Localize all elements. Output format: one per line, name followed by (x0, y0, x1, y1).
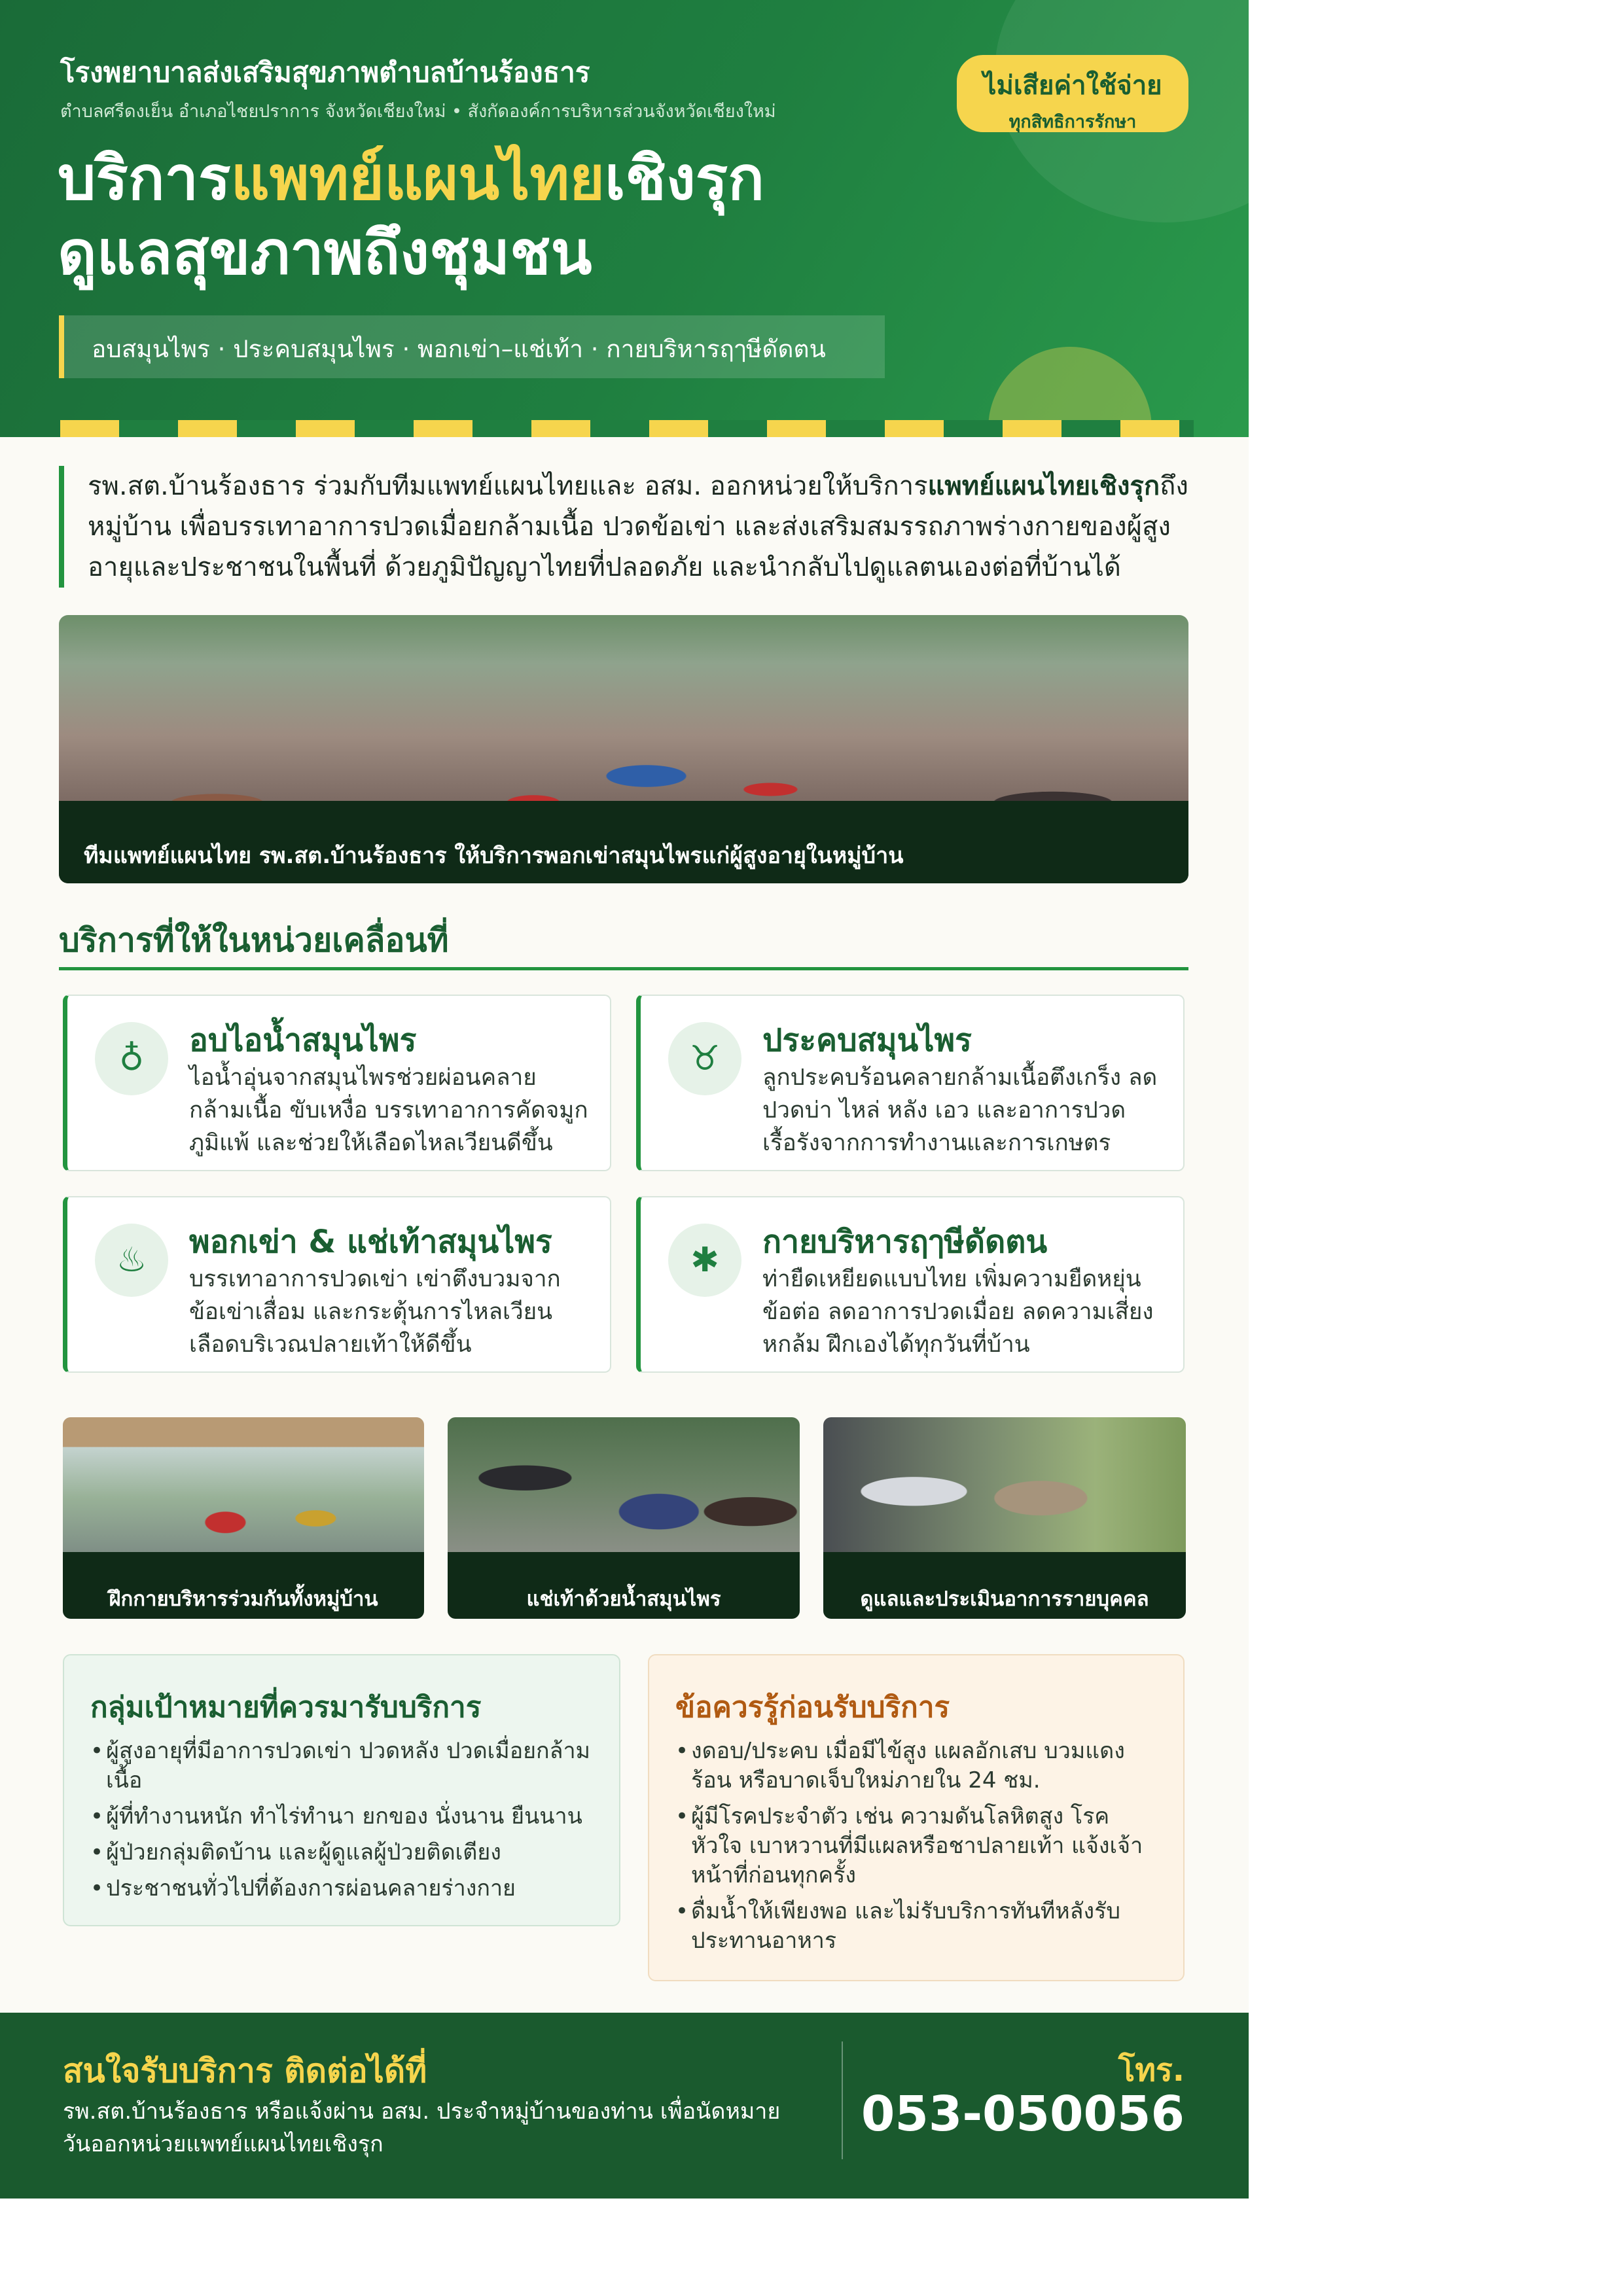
main-photo-caption: ทีมแพทย์แผนไทย รพ.สต.บ้านร้องธาร ให้บริการพอกเข่าสมุนไพรแก่ผู้สูงอายุในหมู่บ้าน (59, 801, 1188, 883)
intro-text-end: ถึงหมู่บ้าน เพื่อบรรเทาอาการปวดเมื่อยกล้ามเนื้อ ปวดข้อเข่า และส่งเสริมสมรรถภาพร่างกายของผู้สูงอายุและประชาชนในพื้นที่ ด้วยภูมิปัญญาไทยที่ปลอดภัย และนำกลับไปดูแลตนเองต่อที่บ้านได้ (88, 471, 1188, 582)
hospital-name: โรงพยาบาลส่งเสริมสุขภาพตำบลบ้านร้องธาร (60, 56, 590, 88)
photo-individual-care (823, 1417, 1186, 1619)
foot-bath-icon: ♨ (95, 1224, 168, 1297)
intro-text: รพ.สต.บ้านร้องธาร ร่วมกับทีมแพทย์แผนไทยและ อสม. ออกหน่วยให้บริการ (88, 471, 928, 501)
service-title: กายบริหารฤๅษีดัดตน (762, 1224, 1048, 1260)
contact-heading: สนใจรับบริการ ติดต่อได้ที่ (63, 2052, 427, 2090)
service-description: ลูกประคบร้อนคลายกล้ามเนื้อตึงเกร็ง ลดปวดบ่า ไหล่ หลัง เอว และอาการปวดเรื้อรังจากการทำงานและการเกษตร (762, 1065, 1158, 1156)
list-item: • งดอบ/ประคบ เมื่อมีไข้สูง แผลอักเสบ บวมแดงร้อน หรือบาดเจ็บใหม่ภายใน 24 ชม. (675, 1737, 1160, 1795)
free-service-badge (957, 55, 1188, 132)
herbal-compress-icon: ♉ (668, 1022, 741, 1095)
header-banner (0, 0, 1249, 437)
photo-image (448, 1417, 800, 1552)
list-item: • ผู้ป่วยกลุ่มติดบ้าน และผู้ดูแลผู้ป่วยติดเตียง (90, 1838, 596, 1867)
photo-caption: ดูแลและประเมินอาการรายบุคคล (823, 1552, 1186, 1619)
precautions-box (648, 1654, 1185, 1981)
phone-number[interactable]: 053-050056 (861, 2086, 1185, 2142)
main-photo (59, 615, 1188, 883)
page-title-line2: ดูแลสุขภาพถึงชุมชน (58, 218, 592, 288)
target-group-list (90, 1737, 596, 1903)
intro-paragraph (59, 466, 1191, 588)
page-title (58, 145, 764, 211)
list-item: • ผู้สูงอายุที่มีอาการปวดเข่า ปวดหลัง ปวดเมื่อยกล้ามเนื้อ (90, 1737, 596, 1795)
phone-label: โทร. (1118, 2052, 1185, 2089)
decorative-stripe (60, 420, 1194, 437)
footer-divider (842, 2041, 843, 2159)
service-card-ruesi-dat-ton (636, 1196, 1185, 1373)
list-item: • ผู้มีโรคประจำตัว เช่น ความดันโลหิตสูง โรคหัวใจ เบาหวานที่มีแผลหรือชาปลายเท้า แจ้งเจ้าหน้าที่ก่อนทุกครั้ง (675, 1802, 1160, 1890)
intro-emphasis: แพทย์แผนไทยเชิงรุก (927, 471, 1160, 501)
photo-caption: ฝึกกายบริหารร่วมกันทั้งหมู่บ้าน (63, 1552, 424, 1619)
steam-drop-icon: ♁ (95, 1022, 168, 1095)
section-divider (59, 967, 1188, 970)
list-item: • ผู้ที่ทำงานหนัก ทำไร่ทำนา ยกของ นั่งนาน ยืนนาน (90, 1802, 596, 1831)
photo-image (823, 1417, 1186, 1552)
target-group-title: กลุ่มเป้าหมายที่ควรมารับบริการ (90, 1691, 482, 1724)
contact-text: รพ.สต.บ้านร้องธาร หรือแจ้งผ่าน อสม. ประจำหมู่บ้านของท่าน เพื่อนัดหมายวันออกหน่วยแพทย์แผนไทยเชิงรุก (63, 2098, 781, 2157)
service-title: ประคบสมุนไพร (762, 1022, 972, 1059)
services-tagline: อบสมุนไพร · ประคบสมุนไพร · พอกเข่า–แช่เท้า · กายบริหารฤๅษีดัดตน (59, 315, 885, 378)
service-card-herbal-steam (63, 995, 611, 1171)
service-card-herbal-compress (636, 995, 1185, 1171)
service-description: ไอน้ำอุ่นจากสมุนไพรช่วยผ่อนคลายกล้ามเนื้อ ขับเหงื่อ บรรเทาอาการคัดจมูก ภูมิแพ้ และช่วยให้เลือดไหลเวียนดีขึ้น (189, 1065, 588, 1156)
precautions-title: ข้อควรรู้ก่อนรับบริการ (675, 1691, 950, 1724)
hospital-affiliation: ตำบลศรีดงเย็น อำเภอไชยปราการ จังหวัดเชียงใหม่ • สังกัดองค์การบริหารส่วนจังหวัดเชียงใหม่ (60, 101, 776, 122)
title-highlight: แพทย์แผนไทย (230, 143, 605, 213)
contact-footer (0, 2013, 1249, 2199)
list-item: • ดื่มน้ำให้เพียงพอ และไม่รับบริการทันทีหลังรับประทานอาหาร (675, 1897, 1160, 1956)
services-section-title: บริการที่ให้ในหน่วยเคลื่อนที่ (59, 921, 449, 959)
title-suffix: เชิงรุก (605, 143, 764, 213)
service-card-knee-foot (63, 1196, 611, 1373)
service-title: อบไอน้ำสมุนไพร (189, 1022, 417, 1059)
photo-group-exercise (63, 1417, 424, 1619)
list-item: • ประชาชนทั่วไปที่ต้องการผ่อนคลายร่างกาย (90, 1874, 596, 1903)
service-title: พอกเข่า & แช่เท้าสมุนไพร (189, 1224, 552, 1260)
service-description: ท่ายืดเหยียดแบบไทย เพิ่มความยืดหยุ่นข้อต่อ ลดอาการปวดเมื่อย ลดความเสี่ยงหกล้ม ฝึกเองได้ทุกวันที่บ้าน (762, 1266, 1154, 1358)
service-description: บรรเทาอาการปวดเข่า เข่าตึงบวมจากข้อเข่าเสื่อม และกระตุ้นการไหลเวียนเลือดบริเวณปลายเท้าให้ดีขึ้น (189, 1266, 561, 1358)
photo-foot-soak (448, 1417, 800, 1619)
precautions-list (675, 1737, 1160, 1956)
photo-image (63, 1417, 424, 1552)
photo-caption: แช่เท้าด้วยน้ำสมุนไพร (448, 1552, 800, 1619)
badge-sub-text: ทุกสิทธิการรักษา (1008, 112, 1137, 132)
stretching-person-icon: ✱ (668, 1224, 741, 1297)
target-group-box (63, 1654, 620, 1926)
title-prefix: บริการ (58, 143, 231, 213)
badge-main-text: ไม่เสียค่าใช้จ่าย (983, 71, 1162, 101)
